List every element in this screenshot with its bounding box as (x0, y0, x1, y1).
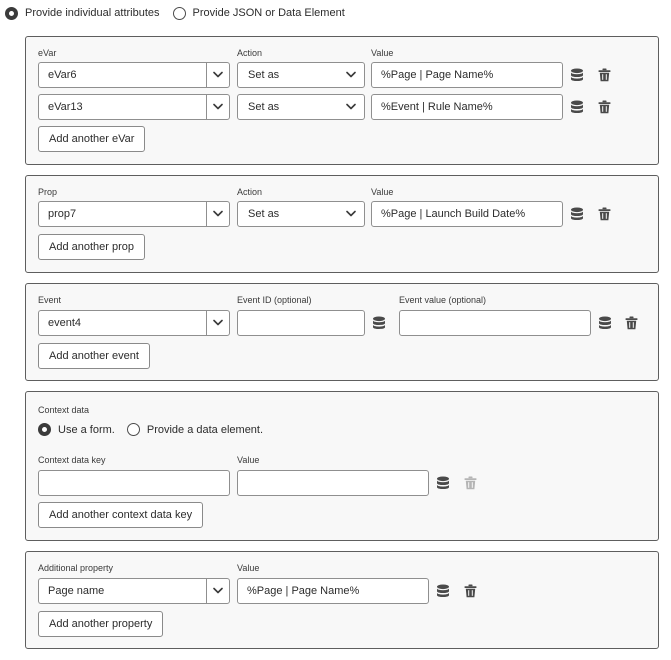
trash-icon[interactable] (596, 206, 612, 222)
chevron-down-icon (346, 208, 356, 220)
evar-combobox-toggle[interactable] (206, 62, 230, 88)
trash-icon[interactable] (623, 315, 639, 331)
evar-combobox[interactable] (38, 94, 230, 120)
evar-combobox-input[interactable]: eVar6 (38, 62, 206, 88)
chevron-down-icon (213, 208, 223, 220)
trash-icon[interactable] (596, 67, 612, 83)
chevron-down-icon (213, 69, 223, 81)
radio-individual-attributes[interactable] (5, 7, 160, 20)
prop-panel (25, 175, 659, 273)
prop-column-label: Prop (38, 187, 58, 197)
data-element-icon[interactable] (569, 67, 585, 83)
trash-icon[interactable] (596, 99, 612, 115)
event-combobox-toggle[interactable] (206, 310, 230, 336)
context-key-input[interactable] (38, 470, 230, 496)
data-element-icon[interactable] (597, 315, 613, 331)
evar-combobox-input[interactable]: eVar13 (38, 94, 206, 120)
data-element-icon[interactable] (435, 475, 451, 491)
add-event-button[interactable]: Add another event (38, 343, 150, 369)
event-id-input[interactable] (237, 310, 365, 336)
evar-value-input[interactable]: %Page | Page Name% (371, 62, 563, 88)
value-column-label: Value (237, 563, 260, 573)
data-element-icon[interactable] (435, 583, 451, 599)
prop-combobox-input[interactable]: prop7 (38, 201, 206, 227)
evar-column-label: eVar (38, 48, 57, 58)
add-prop-button[interactable]: Add another prop (38, 234, 145, 260)
action-picker-value: Set as (248, 101, 280, 113)
evar-combobox[interactable] (38, 62, 230, 88)
trash-icon[interactable] (462, 583, 478, 599)
context-value-input[interactable] (237, 470, 429, 496)
context-mode-radio-group (38, 423, 263, 436)
chevron-down-icon (213, 101, 223, 113)
context-value-label: Value (237, 455, 260, 465)
data-element-icon[interactable] (569, 206, 585, 222)
event-panel (25, 283, 659, 381)
additional-property-input[interactable]: Page name (38, 578, 206, 604)
context-key-label: Context data key (38, 455, 106, 465)
chevron-down-icon (346, 69, 356, 81)
radio-label: Use a form. (58, 423, 115, 436)
radio-selected-icon (38, 423, 51, 436)
add-evar-button[interactable]: Add another eVar (38, 126, 145, 152)
chevron-down-icon (213, 317, 223, 329)
evar-action-picker[interactable] (237, 94, 365, 120)
event-value-input[interactable] (399, 310, 591, 336)
data-element-icon[interactable] (371, 315, 387, 331)
trash-icon (462, 475, 478, 491)
evar-panel (25, 36, 659, 165)
evar-action-picker[interactable] (237, 62, 365, 88)
radio-provide-data-element[interactable] (127, 423, 263, 436)
radio-label: Provide a data element. (146, 423, 264, 436)
add-context-key-button[interactable]: Add another context data key (38, 502, 203, 528)
action-column-label: Action (237, 48, 263, 58)
prop-combobox[interactable] (38, 201, 230, 227)
radio-unselected-icon (127, 423, 140, 436)
value-column-label: Value (371, 187, 394, 197)
evar-value-input[interactable]: %Event | Rule Name% (371, 94, 563, 120)
radio-label: Provide JSON or Data Element (192, 7, 345, 19)
radio-json-data-element[interactable] (173, 7, 345, 20)
event-id-column-label: Event ID (optional) (237, 295, 312, 305)
radio-unselected-icon (173, 7, 186, 20)
radio-label: Provide individual attributes (25, 7, 160, 19)
additional-property-panel (25, 551, 659, 649)
context-data-panel (25, 391, 659, 541)
additional-property-combobox[interactable] (38, 578, 230, 604)
additional-property-column-label: Additional property (38, 563, 114, 573)
radio-selected-icon (5, 7, 18, 20)
additional-property-toggle[interactable] (206, 578, 230, 604)
prop-combobox-toggle[interactable] (206, 201, 230, 227)
prop-value-input[interactable]: %Page | Launch Build Date% (371, 201, 563, 227)
mode-radio-group (5, 4, 345, 22)
event-combobox-input[interactable]: event4 (38, 310, 206, 336)
event-combobox[interactable] (38, 310, 230, 336)
context-data-heading: Context data (38, 405, 90, 415)
evar-combobox-toggle[interactable] (206, 94, 230, 120)
chevron-down-icon (213, 585, 223, 597)
data-element-icon[interactable] (569, 99, 585, 115)
value-column-label: Value (371, 48, 394, 58)
action-picker-value: Set as (248, 208, 280, 220)
action-picker-value: Set as (248, 69, 280, 81)
additional-property-value-input[interactable]: %Page | Page Name% (237, 578, 429, 604)
chevron-down-icon (346, 101, 356, 113)
event-value-column-label: Event value (optional) (399, 295, 487, 305)
event-column-label: Event (38, 295, 62, 305)
radio-use-form[interactable] (38, 423, 115, 436)
prop-action-picker[interactable] (237, 201, 365, 227)
action-column-label: Action (237, 187, 263, 197)
add-property-button[interactable]: Add another property (38, 611, 163, 637)
